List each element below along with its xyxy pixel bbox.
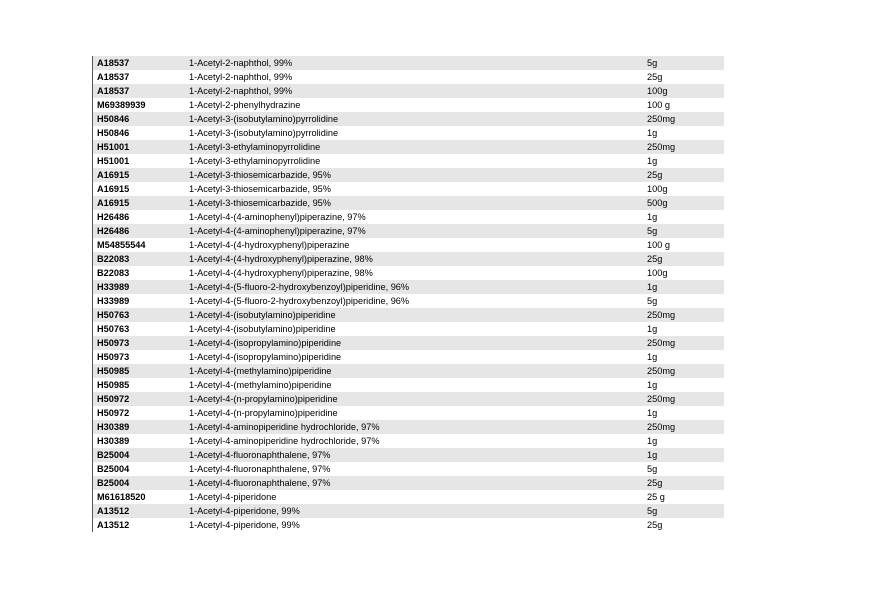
catalog-code-cell: A16915 xyxy=(97,184,130,194)
pack-size-cell: 250mg xyxy=(647,310,676,320)
product-name-cell: 1-Acetyl-2-naphthol, 99% xyxy=(189,72,293,82)
product-name-cell: 1-Acetyl-4-(n-propylamino)piperidine xyxy=(189,408,338,418)
pack-size-cell: 1g xyxy=(647,408,658,418)
table-row xyxy=(93,364,724,378)
catalog-code-cell: A13512 xyxy=(97,506,130,516)
pack-size-cell: 1g xyxy=(647,380,658,390)
product-name-cell: 1-Acetyl-3-thiosemicarbazide, 95% xyxy=(189,198,331,208)
product-name-cell: 1-Acetyl-3-(isobutylamino)pyrrolidine xyxy=(189,114,339,124)
product-name-cell: 1-Acetyl-4-(4-hydroxyphenyl)piperazine xyxy=(189,240,350,250)
product-name-cell: 1-Acetyl-3-thiosemicarbazide, 95% xyxy=(189,170,331,180)
product-name-cell: 1-Acetyl-2-phenylhydrazine xyxy=(189,100,301,110)
product-name-cell: 1-Acetyl-4-fluoronaphthalene, 97% xyxy=(189,450,331,460)
table-row xyxy=(93,98,724,112)
table-row xyxy=(93,490,724,504)
table-row xyxy=(93,504,724,518)
pack-size-cell: 5g xyxy=(647,506,658,516)
pack-size-cell: 25g xyxy=(647,170,663,180)
table-row xyxy=(93,266,724,280)
catalog-code-cell: A18537 xyxy=(97,58,130,68)
product-name-cell: 1-Acetyl-4-(4-hydroxyphenyl)piperazine, 98% xyxy=(189,254,373,264)
product-name-cell: 1-Acetyl-3-ethylaminopyrrolidine xyxy=(189,142,321,152)
product-name-cell: 1-Acetyl-4-fluoronaphthalene, 97% xyxy=(189,464,331,474)
table-row xyxy=(93,308,724,322)
product-name-cell: 1-Acetyl-4-(isobutylamino)piperidine xyxy=(189,310,336,320)
product-name-cell: 1-Acetyl-4-piperidone, 99% xyxy=(189,520,300,530)
pack-size-cell: 250mg xyxy=(647,142,676,152)
catalog-code-cell: H50973 xyxy=(97,352,130,362)
table-row xyxy=(93,238,724,252)
table-row xyxy=(93,378,724,392)
product-name-cell: 1-Acetyl-3-ethylaminopyrrolidine xyxy=(189,156,321,166)
catalog-code-cell: H51001 xyxy=(97,142,130,152)
product-name-cell: 1-Acetyl-4-(isopropylamino)piperidine xyxy=(189,352,342,362)
catalog-code-cell: H50972 xyxy=(97,408,130,418)
catalog-code-cell: H50763 xyxy=(97,310,130,320)
pack-size-cell: 250mg xyxy=(647,422,676,432)
table-row xyxy=(93,56,724,70)
table-row xyxy=(93,350,724,364)
product-table xyxy=(92,56,724,532)
catalog-code-cell: A16915 xyxy=(97,170,130,180)
product-name-cell: 1-Acetyl-4-(n-propylamino)piperidine xyxy=(189,394,338,404)
catalog-code-cell: H33989 xyxy=(97,282,130,292)
table-row xyxy=(93,112,724,126)
table-row xyxy=(93,196,724,210)
product-name-cell: 1-Acetyl-4-(4-hydroxyphenyl)piperazine, 98% xyxy=(189,268,373,278)
table-row xyxy=(93,252,724,266)
product-name-cell: 1-Acetyl-4-(4-aminophenyl)piperazine, 97% xyxy=(189,226,366,236)
catalog-code-cell: H30389 xyxy=(97,422,130,432)
table-row xyxy=(93,518,724,532)
catalog-code-cell: B22083 xyxy=(97,268,130,278)
table-row xyxy=(93,322,724,336)
table-row xyxy=(93,280,724,294)
catalog-code-cell: M54855544 xyxy=(97,240,146,250)
table-row xyxy=(93,224,724,238)
pack-size-cell: 1g xyxy=(647,436,658,446)
pack-size-cell: 5g xyxy=(647,296,658,306)
table-row xyxy=(93,154,724,168)
catalog-code-cell: B25004 xyxy=(97,478,130,488)
table-row xyxy=(93,392,724,406)
pack-size-cell: 100 g xyxy=(647,100,670,110)
product-name-cell: 1-Acetyl-4-piperidone, 99% xyxy=(189,506,300,516)
catalog-code-cell: H51001 xyxy=(97,156,130,166)
pack-size-cell: 5g xyxy=(647,226,658,236)
catalog-code-cell: A13512 xyxy=(97,520,130,530)
product-name-cell: 1-Acetyl-4-(5-fluoro-2-hydroxybenzoyl)piperidine, 96% xyxy=(189,296,410,306)
product-name-cell: 1-Acetyl-4-(methylamino)piperidine xyxy=(189,366,332,376)
catalog-code-cell: H50973 xyxy=(97,338,130,348)
product-name-cell: 1-Acetyl-4-aminopiperidine hydrochloride, 97% xyxy=(189,422,380,432)
pack-size-cell: 100g xyxy=(647,86,668,96)
table-row xyxy=(93,70,724,84)
table-row xyxy=(93,84,724,98)
pack-size-cell: 25g xyxy=(647,254,663,264)
catalog-code-cell: H50846 xyxy=(97,114,130,124)
pack-size-cell: 1g xyxy=(647,212,658,222)
pack-size-cell: 25g xyxy=(647,72,663,82)
pack-size-cell: 250mg xyxy=(647,114,676,124)
catalog-code-cell: H26486 xyxy=(97,212,130,222)
pack-size-cell: 1g xyxy=(647,324,658,334)
table-row xyxy=(93,168,724,182)
table-row xyxy=(93,434,724,448)
product-name-cell: 1-Acetyl-4-(methylamino)piperidine xyxy=(189,380,332,390)
pack-size-cell: 100 g xyxy=(647,240,670,250)
table-row xyxy=(93,476,724,490)
pack-size-cell: 250mg xyxy=(647,366,676,376)
catalog-code-cell: B25004 xyxy=(97,464,130,474)
catalog-code-cell: H50846 xyxy=(97,128,130,138)
product-name-cell: 1-Acetyl-4-(isobutylamino)piperidine xyxy=(189,324,336,334)
pack-size-cell: 25 g xyxy=(647,492,665,502)
table-row xyxy=(93,294,724,308)
pack-size-cell: 5g xyxy=(647,58,658,68)
product-name-cell: 1-Acetyl-2-naphthol, 99% xyxy=(189,86,293,96)
catalog-code-cell: B25004 xyxy=(97,450,130,460)
table-row xyxy=(93,140,724,154)
pack-size-cell: 250mg xyxy=(647,394,676,404)
product-name-cell: 1-Acetyl-2-naphthol, 99% xyxy=(189,58,293,68)
catalog-code-cell: B22083 xyxy=(97,254,130,264)
product-name-cell: 1-Acetyl-4-aminopiperidine hydrochloride, 97% xyxy=(189,436,380,446)
table-row xyxy=(93,448,724,462)
product-name-cell: 1-Acetyl-4-piperidone xyxy=(189,492,277,502)
product-name-cell: 1-Acetyl-4-(4-aminophenyl)piperazine, 97% xyxy=(189,212,366,222)
pack-size-cell: 1g xyxy=(647,352,658,362)
catalog-code-cell: H26486 xyxy=(97,226,130,236)
product-name-cell: 1-Acetyl-4-(isopropylamino)piperidine xyxy=(189,338,342,348)
catalog-code-cell: M61618520 xyxy=(97,492,146,502)
catalog-code-cell: M69389939 xyxy=(97,100,146,110)
product-name-cell: 1-Acetyl-4-fluoronaphthalene, 97% xyxy=(189,478,331,488)
table-row xyxy=(93,336,724,350)
table-row xyxy=(93,182,724,196)
pack-size-cell: 250mg xyxy=(647,338,676,348)
catalog-code-cell: H33989 xyxy=(97,296,130,306)
pack-size-cell: 5g xyxy=(647,464,658,474)
pack-size-cell: 100g xyxy=(647,268,668,278)
catalog-code-cell: H50763 xyxy=(97,324,130,334)
table-row xyxy=(93,420,724,434)
pack-size-cell: 1g xyxy=(647,156,658,166)
product-name-cell: 1-Acetyl-3-thiosemicarbazide, 95% xyxy=(189,184,331,194)
product-name-cell: 1-Acetyl-3-(isobutylamino)pyrrolidine xyxy=(189,128,339,138)
table-row xyxy=(93,462,724,476)
catalog-code-cell: H50985 xyxy=(97,366,130,376)
pack-size-cell: 500g xyxy=(647,198,668,208)
pack-size-cell: 1g xyxy=(647,282,658,292)
table-row xyxy=(93,126,724,140)
table-row xyxy=(93,210,724,224)
pack-size-cell: 25g xyxy=(647,478,663,488)
catalog-code-cell: H50985 xyxy=(97,380,130,390)
pack-size-cell: 1g xyxy=(647,450,658,460)
product-name-cell: 1-Acetyl-4-(5-fluoro-2-hydroxybenzoyl)piperidine, 96% xyxy=(189,282,410,292)
table-row xyxy=(93,406,724,420)
catalog-code-cell: A16915 xyxy=(97,198,130,208)
pack-size-cell: 25g xyxy=(647,520,663,530)
catalog-code-cell: H50972 xyxy=(97,394,130,404)
catalog-code-cell: A18537 xyxy=(97,72,130,82)
pack-size-cell: 100g xyxy=(647,184,668,194)
catalog-code-cell: H30389 xyxy=(97,436,130,446)
pack-size-cell: 1g xyxy=(647,128,658,138)
catalog-code-cell: A18537 xyxy=(97,86,130,96)
